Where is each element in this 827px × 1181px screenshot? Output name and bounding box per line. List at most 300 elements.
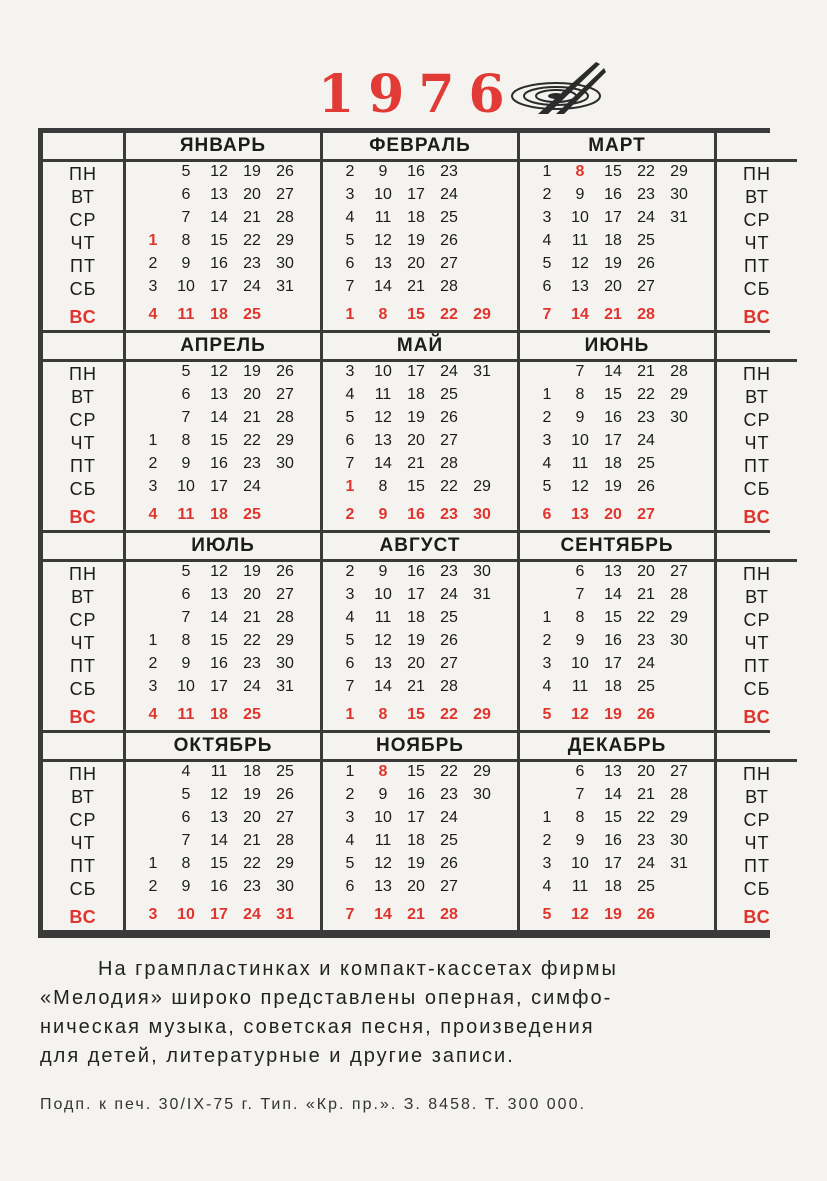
sunday-date: 9 bbox=[378, 506, 388, 523]
date: 8 bbox=[575, 609, 585, 626]
month-name: СЕНТЯБРЬ bbox=[560, 535, 674, 556]
date: 20 bbox=[407, 878, 425, 895]
sunday-date: 30 bbox=[473, 506, 491, 523]
weekday-label: ВС bbox=[743, 507, 771, 527]
date: 8 bbox=[575, 163, 585, 180]
date: 21 bbox=[243, 832, 261, 849]
date: 31 bbox=[670, 209, 688, 226]
date: 2 bbox=[542, 186, 552, 203]
date: 10 bbox=[374, 809, 392, 826]
date: 16 bbox=[604, 409, 622, 426]
month-name: МАЙ bbox=[396, 335, 444, 356]
date: 2 bbox=[148, 455, 158, 472]
date: 3 bbox=[345, 809, 355, 826]
date: 22 bbox=[637, 163, 655, 180]
weekday-label: ПН bbox=[69, 364, 97, 384]
sunday-date: 17 bbox=[210, 906, 228, 923]
date: 30 bbox=[276, 878, 294, 895]
month-block bbox=[520, 333, 714, 530]
date: 9 bbox=[181, 655, 191, 672]
date: 15 bbox=[604, 609, 622, 626]
date: 23 bbox=[637, 832, 655, 849]
sunday-date: 19 bbox=[604, 706, 622, 723]
month-name: ИЮНЬ bbox=[584, 335, 650, 356]
weekday-label: ВС bbox=[69, 307, 97, 327]
date: 25 bbox=[637, 232, 655, 249]
sunday-date: 20 bbox=[604, 506, 622, 523]
date: 30 bbox=[670, 186, 688, 203]
date: 4 bbox=[542, 878, 552, 895]
date: 23 bbox=[243, 655, 261, 672]
month-name: ИЮЛЬ bbox=[191, 535, 255, 556]
date: 21 bbox=[637, 586, 655, 603]
date: 17 bbox=[210, 278, 228, 295]
sunday-date: 22 bbox=[440, 306, 458, 323]
date: 10 bbox=[374, 186, 392, 203]
date: 19 bbox=[604, 255, 622, 272]
date: 28 bbox=[276, 832, 294, 849]
date: 2 bbox=[542, 632, 552, 649]
date: 20 bbox=[637, 763, 655, 780]
sunday-date: 11 bbox=[177, 506, 195, 523]
date: 10 bbox=[177, 678, 195, 695]
weekday-label: СБ bbox=[743, 479, 771, 499]
date: 1 bbox=[148, 232, 158, 249]
date: 21 bbox=[243, 609, 261, 626]
date: 23 bbox=[440, 163, 458, 180]
date: 1 bbox=[148, 855, 158, 872]
date: 3 bbox=[542, 655, 552, 672]
sunday-date: 24 bbox=[243, 906, 261, 923]
weekday-label: ПН bbox=[743, 364, 771, 384]
description-line: для детей, литературные и другие записи. bbox=[40, 1045, 515, 1067]
date: 11 bbox=[374, 832, 392, 849]
month-block bbox=[126, 333, 320, 530]
date: 13 bbox=[210, 186, 228, 203]
date: 19 bbox=[243, 363, 261, 380]
month-block bbox=[520, 533, 714, 730]
sunday-date: 2 bbox=[345, 506, 355, 523]
date: 21 bbox=[243, 409, 261, 426]
date: 13 bbox=[210, 386, 228, 403]
date: 5 bbox=[345, 409, 355, 426]
month-block bbox=[323, 333, 517, 530]
date: 1 bbox=[345, 478, 355, 495]
date: 29 bbox=[670, 609, 688, 626]
date: 9 bbox=[575, 409, 585, 426]
date: 15 bbox=[407, 763, 425, 780]
sunday-date: 28 bbox=[637, 306, 655, 323]
weekday-label: СБ bbox=[743, 279, 771, 299]
date: 30 bbox=[276, 255, 294, 272]
date: 18 bbox=[407, 209, 425, 226]
date: 17 bbox=[407, 586, 425, 603]
date: 14 bbox=[374, 278, 392, 295]
date: 30 bbox=[276, 655, 294, 672]
weekday-label: ЧТ bbox=[744, 633, 770, 653]
date: 16 bbox=[407, 163, 425, 180]
sunday-date: 4 bbox=[148, 306, 158, 323]
date: 27 bbox=[637, 278, 655, 295]
weekday-column bbox=[717, 533, 797, 730]
weekday-label: ПН bbox=[69, 764, 97, 784]
date: 12 bbox=[374, 855, 392, 872]
date: 2 bbox=[148, 655, 158, 672]
date: 22 bbox=[243, 855, 261, 872]
weekday-label: ЧТ bbox=[70, 233, 96, 253]
date: 30 bbox=[473, 563, 491, 580]
sunday-date: 29 bbox=[473, 706, 491, 723]
date: 2 bbox=[345, 786, 355, 803]
date: 27 bbox=[440, 432, 458, 449]
sunday-date: 15 bbox=[407, 306, 425, 323]
date: 22 bbox=[243, 232, 261, 249]
month-block bbox=[520, 133, 714, 330]
date: 3 bbox=[345, 186, 355, 203]
date: 22 bbox=[243, 432, 261, 449]
date: 28 bbox=[276, 209, 294, 226]
date: 29 bbox=[670, 809, 688, 826]
date: 8 bbox=[181, 632, 191, 649]
date: 6 bbox=[181, 386, 191, 403]
weekday-label: ВТ bbox=[745, 187, 769, 207]
date: 24 bbox=[637, 209, 655, 226]
date: 12 bbox=[210, 163, 228, 180]
date: 11 bbox=[374, 209, 392, 226]
date: 17 bbox=[407, 809, 425, 826]
date: 6 bbox=[345, 255, 355, 272]
date: 6 bbox=[345, 432, 355, 449]
date: 5 bbox=[181, 163, 191, 180]
date: 3 bbox=[542, 855, 552, 872]
date: 9 bbox=[181, 878, 191, 895]
date: 19 bbox=[243, 563, 261, 580]
date: 8 bbox=[575, 809, 585, 826]
date: 24 bbox=[440, 186, 458, 203]
date: 16 bbox=[210, 455, 228, 472]
date: 30 bbox=[473, 786, 491, 803]
date: 21 bbox=[243, 209, 261, 226]
date: 7 bbox=[575, 363, 585, 380]
date: 13 bbox=[210, 809, 228, 826]
weekday-label: ВТ bbox=[745, 787, 769, 807]
date: 27 bbox=[440, 878, 458, 895]
year-header bbox=[0, 58, 827, 138]
sunday-date: 10 bbox=[177, 906, 195, 923]
date: 30 bbox=[670, 632, 688, 649]
date: 1 bbox=[542, 609, 552, 626]
date: 20 bbox=[407, 432, 425, 449]
date: 19 bbox=[604, 478, 622, 495]
sunday-date: 22 bbox=[440, 706, 458, 723]
weekday-label: ЧТ bbox=[70, 433, 96, 453]
weekday-label: ЧТ bbox=[744, 233, 770, 253]
weekday-column bbox=[717, 333, 797, 530]
sunday-date: 11 bbox=[177, 706, 195, 723]
date: 13 bbox=[604, 763, 622, 780]
weekday-label: ВС bbox=[743, 907, 771, 927]
date: 10 bbox=[177, 478, 195, 495]
date: 23 bbox=[637, 632, 655, 649]
date: 10 bbox=[571, 855, 589, 872]
weekday-column bbox=[43, 333, 123, 530]
weekday-label: СР bbox=[69, 810, 97, 830]
date: 13 bbox=[374, 878, 392, 895]
date: 25 bbox=[440, 609, 458, 626]
date: 16 bbox=[604, 832, 622, 849]
month-block bbox=[323, 733, 517, 930]
date: 22 bbox=[440, 478, 458, 495]
date: 6 bbox=[345, 655, 355, 672]
date: 24 bbox=[243, 678, 261, 695]
date: 9 bbox=[378, 563, 388, 580]
date: 27 bbox=[276, 586, 294, 603]
date: 24 bbox=[440, 809, 458, 826]
weekday-label: ВТ bbox=[71, 787, 95, 807]
date: 27 bbox=[276, 809, 294, 826]
weekday-label: ПН bbox=[69, 564, 97, 584]
weekday-label: ПТ bbox=[70, 456, 96, 476]
weekday-label: СР bbox=[743, 810, 771, 830]
date: 29 bbox=[670, 386, 688, 403]
date: 3 bbox=[542, 209, 552, 226]
date: 1 bbox=[542, 163, 552, 180]
date: 23 bbox=[243, 455, 261, 472]
weekday-label: ВС bbox=[743, 707, 771, 727]
date: 5 bbox=[181, 363, 191, 380]
date: 4 bbox=[542, 678, 552, 695]
date: 14 bbox=[210, 409, 228, 426]
date: 18 bbox=[604, 232, 622, 249]
date: 15 bbox=[210, 232, 228, 249]
date: 26 bbox=[440, 232, 458, 249]
weekday-label: ВТ bbox=[71, 587, 95, 607]
date: 31 bbox=[670, 855, 688, 872]
date: 18 bbox=[604, 878, 622, 895]
date: 29 bbox=[276, 632, 294, 649]
description bbox=[40, 955, 775, 1071]
date: 1 bbox=[542, 386, 552, 403]
date: 14 bbox=[210, 209, 228, 226]
date: 28 bbox=[440, 678, 458, 695]
date: 2 bbox=[345, 163, 355, 180]
date: 29 bbox=[473, 478, 491, 495]
date: 9 bbox=[575, 186, 585, 203]
weekday-label: ЧТ bbox=[70, 633, 96, 653]
date: 20 bbox=[604, 278, 622, 295]
date: 2 bbox=[148, 255, 158, 272]
date: 22 bbox=[243, 632, 261, 649]
weekday-label: ПТ bbox=[744, 856, 770, 876]
date: 8 bbox=[181, 432, 191, 449]
date: 20 bbox=[637, 563, 655, 580]
date: 24 bbox=[637, 855, 655, 872]
date: 30 bbox=[670, 409, 688, 426]
date: 19 bbox=[243, 163, 261, 180]
weekday-label: СБ bbox=[69, 679, 97, 699]
date: 26 bbox=[276, 163, 294, 180]
date: 7 bbox=[345, 278, 355, 295]
date: 18 bbox=[407, 609, 425, 626]
date: 29 bbox=[276, 232, 294, 249]
date: 17 bbox=[407, 363, 425, 380]
date: 24 bbox=[637, 432, 655, 449]
weekday-column bbox=[43, 133, 123, 330]
date: 6 bbox=[181, 809, 191, 826]
sunday-date: 4 bbox=[148, 706, 158, 723]
weekday-label: ВС bbox=[69, 707, 97, 727]
date: 27 bbox=[670, 563, 688, 580]
weekday-label: ПТ bbox=[744, 256, 770, 276]
date: 5 bbox=[181, 563, 191, 580]
date: 27 bbox=[276, 186, 294, 203]
date: 27 bbox=[440, 255, 458, 272]
sunday-date: 11 bbox=[177, 306, 195, 323]
sunday-date: 15 bbox=[407, 706, 425, 723]
date: 9 bbox=[378, 786, 388, 803]
month-name: АПРЕЛЬ bbox=[180, 335, 266, 356]
sunday-date: 3 bbox=[148, 906, 158, 923]
sunday-date: 25 bbox=[243, 706, 261, 723]
date: 12 bbox=[571, 478, 589, 495]
date: 17 bbox=[210, 678, 228, 695]
weekday-column bbox=[717, 733, 797, 930]
date: 1 bbox=[148, 632, 158, 649]
date: 11 bbox=[374, 609, 392, 626]
date: 12 bbox=[210, 786, 228, 803]
date: 16 bbox=[210, 655, 228, 672]
date: 6 bbox=[181, 586, 191, 603]
date: 3 bbox=[148, 478, 158, 495]
date: 20 bbox=[407, 655, 425, 672]
month-name: ДЕКАБРЬ bbox=[567, 735, 667, 756]
date: 14 bbox=[604, 586, 622, 603]
date: 9 bbox=[378, 163, 388, 180]
date: 20 bbox=[407, 255, 425, 272]
date: 16 bbox=[407, 786, 425, 803]
sunday-date: 5 bbox=[542, 906, 552, 923]
date: 16 bbox=[604, 632, 622, 649]
date: 4 bbox=[345, 209, 355, 226]
date: 12 bbox=[374, 632, 392, 649]
date: 12 bbox=[374, 409, 392, 426]
date: 16 bbox=[210, 878, 228, 895]
sunday-date: 26 bbox=[637, 906, 655, 923]
month-name: ЯНВАРЬ bbox=[179, 135, 267, 156]
melodiya-logo-icon bbox=[508, 58, 618, 128]
date: 13 bbox=[571, 278, 589, 295]
weekday-label: СБ bbox=[69, 879, 97, 899]
sunday-date: 8 bbox=[378, 706, 388, 723]
date: 14 bbox=[210, 832, 228, 849]
date: 19 bbox=[407, 632, 425, 649]
calendar-grid bbox=[38, 128, 770, 938]
date: 30 bbox=[670, 832, 688, 849]
weekday-label: ВТ bbox=[71, 387, 95, 407]
date: 15 bbox=[210, 855, 228, 872]
sunday-date: 6 bbox=[542, 506, 552, 523]
date: 6 bbox=[181, 186, 191, 203]
date: 1 bbox=[345, 763, 355, 780]
month-block bbox=[323, 533, 517, 730]
date: 13 bbox=[374, 655, 392, 672]
date: 5 bbox=[181, 786, 191, 803]
date: 12 bbox=[374, 232, 392, 249]
date: 10 bbox=[177, 278, 195, 295]
date: 16 bbox=[210, 255, 228, 272]
date: 2 bbox=[542, 832, 552, 849]
date: 23 bbox=[637, 409, 655, 426]
date: 10 bbox=[571, 209, 589, 226]
date: 10 bbox=[571, 432, 589, 449]
weekday-label: ПН bbox=[743, 164, 771, 184]
date: 7 bbox=[345, 455, 355, 472]
date: 23 bbox=[637, 186, 655, 203]
sunday-date: 1 bbox=[345, 306, 355, 323]
date: 24 bbox=[243, 478, 261, 495]
sunday-date: 4 bbox=[148, 506, 158, 523]
date: 22 bbox=[637, 809, 655, 826]
sunday-date: 25 bbox=[243, 306, 261, 323]
date: 2 bbox=[542, 409, 552, 426]
weekday-label: ВТ bbox=[745, 387, 769, 407]
date: 14 bbox=[604, 786, 622, 803]
sunday-date: 12 bbox=[571, 706, 589, 723]
weekday-label: ВС bbox=[69, 507, 97, 527]
date: 7 bbox=[575, 586, 585, 603]
date: 23 bbox=[243, 878, 261, 895]
weekday-label: ЧТ bbox=[744, 833, 770, 853]
date: 11 bbox=[571, 455, 589, 472]
date: 29 bbox=[473, 763, 491, 780]
date: 7 bbox=[181, 609, 191, 626]
date: 23 bbox=[243, 255, 261, 272]
date: 25 bbox=[637, 878, 655, 895]
weekday-label: ЧТ bbox=[744, 433, 770, 453]
date: 14 bbox=[374, 678, 392, 695]
date: 27 bbox=[670, 763, 688, 780]
date: 12 bbox=[571, 255, 589, 272]
date: 29 bbox=[670, 163, 688, 180]
date: 25 bbox=[440, 209, 458, 226]
date: 29 bbox=[276, 855, 294, 872]
sunday-date: 16 bbox=[407, 506, 425, 523]
date: 13 bbox=[374, 255, 392, 272]
date: 20 bbox=[243, 386, 261, 403]
date: 11 bbox=[210, 763, 228, 780]
sunday-date: 14 bbox=[374, 906, 392, 923]
weekday-label: СБ bbox=[743, 679, 771, 699]
date: 28 bbox=[276, 609, 294, 626]
date: 15 bbox=[407, 478, 425, 495]
date: 18 bbox=[243, 763, 261, 780]
date: 14 bbox=[210, 609, 228, 626]
weekday-label: ПТ bbox=[744, 456, 770, 476]
date: 5 bbox=[345, 632, 355, 649]
date: 4 bbox=[542, 455, 552, 472]
date: 21 bbox=[637, 363, 655, 380]
date: 6 bbox=[345, 878, 355, 895]
sunday-date: 28 bbox=[440, 906, 458, 923]
date: 24 bbox=[243, 278, 261, 295]
date: 22 bbox=[637, 609, 655, 626]
date: 3 bbox=[148, 678, 158, 695]
date: 3 bbox=[542, 432, 552, 449]
date: 2 bbox=[345, 563, 355, 580]
date: 21 bbox=[407, 678, 425, 695]
date: 19 bbox=[407, 409, 425, 426]
date: 29 bbox=[276, 432, 294, 449]
